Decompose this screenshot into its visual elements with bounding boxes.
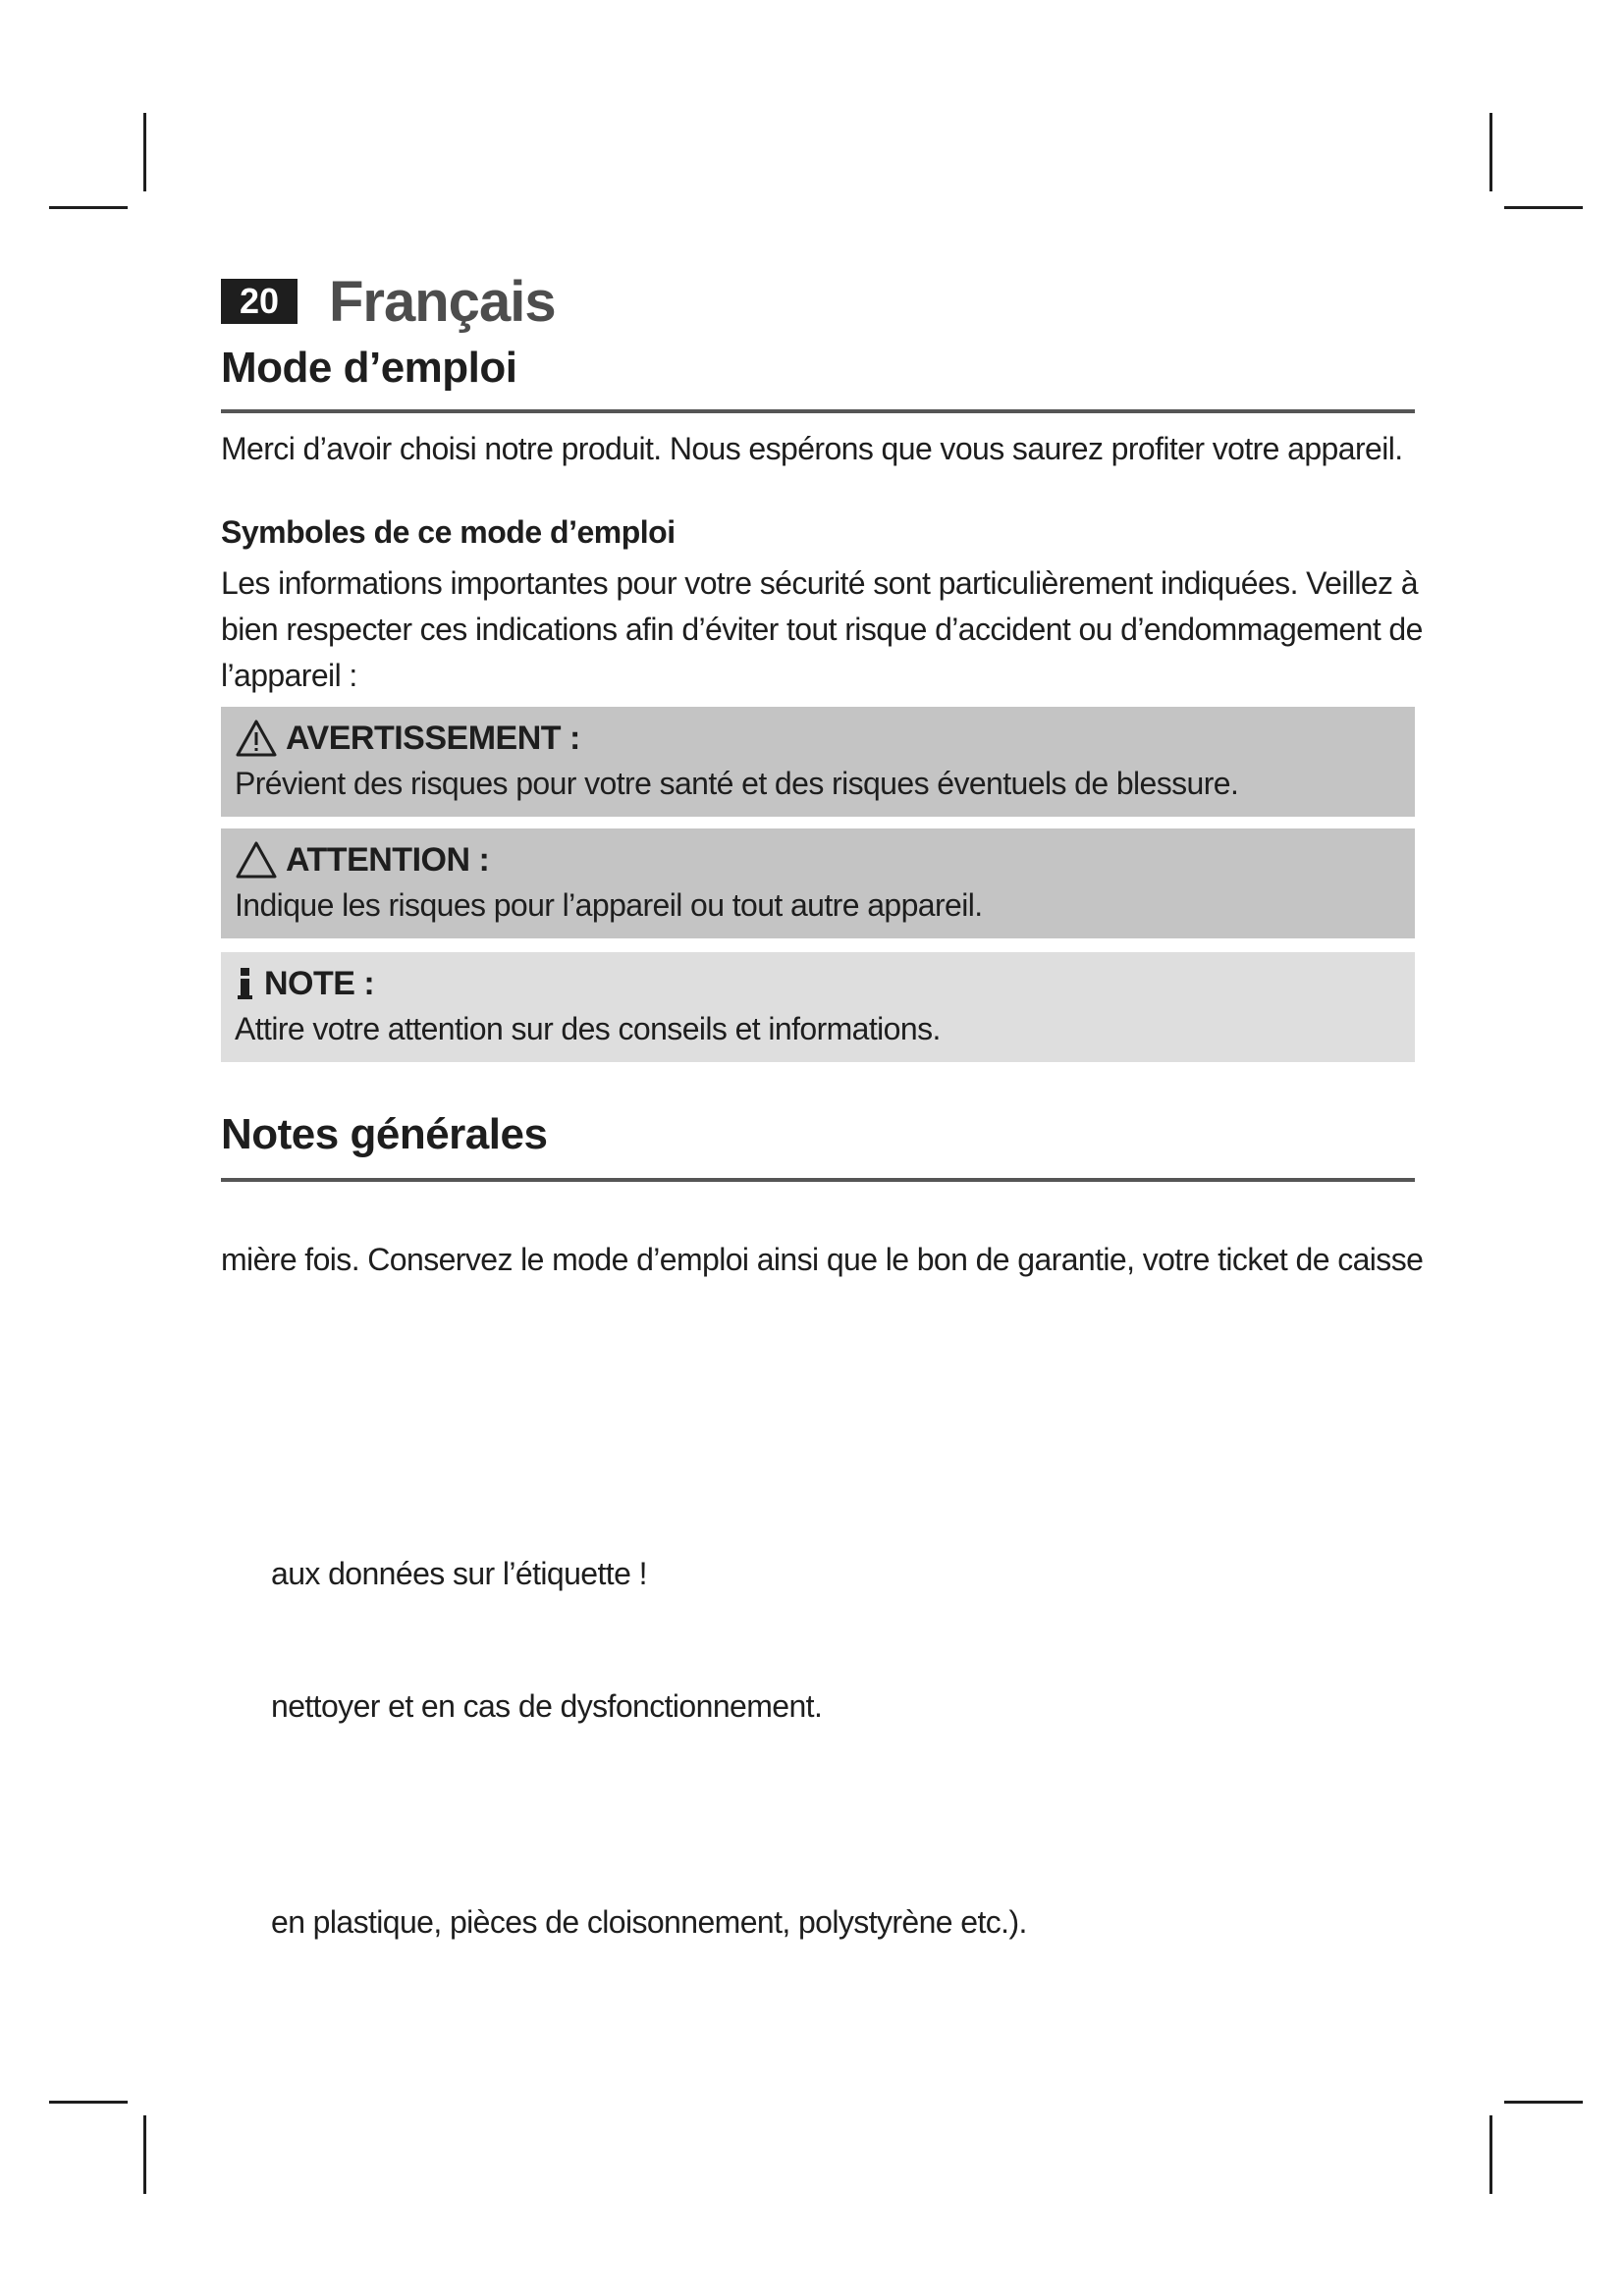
page-number: 20 xyxy=(221,279,298,324)
section-title-notes-generales: Notes générales xyxy=(221,1110,548,1158)
attention-notice-text: Indique les risques pour l’appareil ou tout autre appareil. xyxy=(235,887,983,923)
info-icon xyxy=(235,964,256,1003)
attention-notice-title: ATTENTION : xyxy=(286,840,490,879)
crop-mark xyxy=(49,2101,128,2104)
text-fragment: nettoyer et en cas de dysfonctionnement. xyxy=(271,1688,823,1724)
crop-mark xyxy=(1489,2115,1492,2194)
note-notice-title-row xyxy=(235,960,1401,1007)
crop-mark xyxy=(1504,2101,1583,2104)
crop-mark xyxy=(143,113,146,191)
warning-triangle-icon xyxy=(235,719,278,758)
language-title: Français xyxy=(329,269,556,334)
section-divider xyxy=(221,1178,1415,1182)
warning-notice xyxy=(221,707,1415,817)
section-divider xyxy=(221,409,1415,413)
page-header xyxy=(221,269,556,334)
note-notice xyxy=(221,952,1415,1062)
text-fragment: aux données sur l’étiquette ! xyxy=(271,1556,647,1591)
symbols-heading: Symboles de ce mode d’emploi xyxy=(221,514,676,550)
crop-mark xyxy=(1489,113,1492,191)
symbols-paragraph: Les informations importantes pour votre sécurité sont particulièrement indiquées. Veillez à bien respecter ces indications afin d’éviter tout risque d’accident ou d’endommagement de l’appareil : xyxy=(221,565,1423,693)
crop-mark xyxy=(49,206,128,209)
attention-notice-title-row xyxy=(235,836,1401,883)
warning-notice-text: Prévient des risques pour votre santé et des risques éventuels de blessure. xyxy=(235,766,1239,801)
text-fragment: mière fois. Conservez le mode d’emploi ainsi que le bon de garantie, votre ticket de caisse xyxy=(221,1242,1424,1277)
attention-notice xyxy=(221,828,1415,938)
crop-mark xyxy=(1504,206,1583,209)
warning-notice-title: AVERTISSEMENT : xyxy=(286,719,580,757)
warning-notice-title-row xyxy=(235,715,1401,762)
section-title-mode-emploi: Mode d’emploi xyxy=(221,344,517,392)
crop-mark xyxy=(143,2115,146,2194)
intro-paragraph: Merci d’avoir choisi notre produit. Nous espérons que vous saurez profiter votre appareil. xyxy=(221,431,1403,466)
note-notice-text: Attire votre attention sur des conseils et informations. xyxy=(235,1011,941,1046)
note-notice-title: NOTE : xyxy=(264,964,375,1002)
text-fragment: en plastique, pièces de cloisonnement, polystyrène etc.). xyxy=(271,1904,1027,1940)
attention-triangle-icon xyxy=(235,840,278,880)
